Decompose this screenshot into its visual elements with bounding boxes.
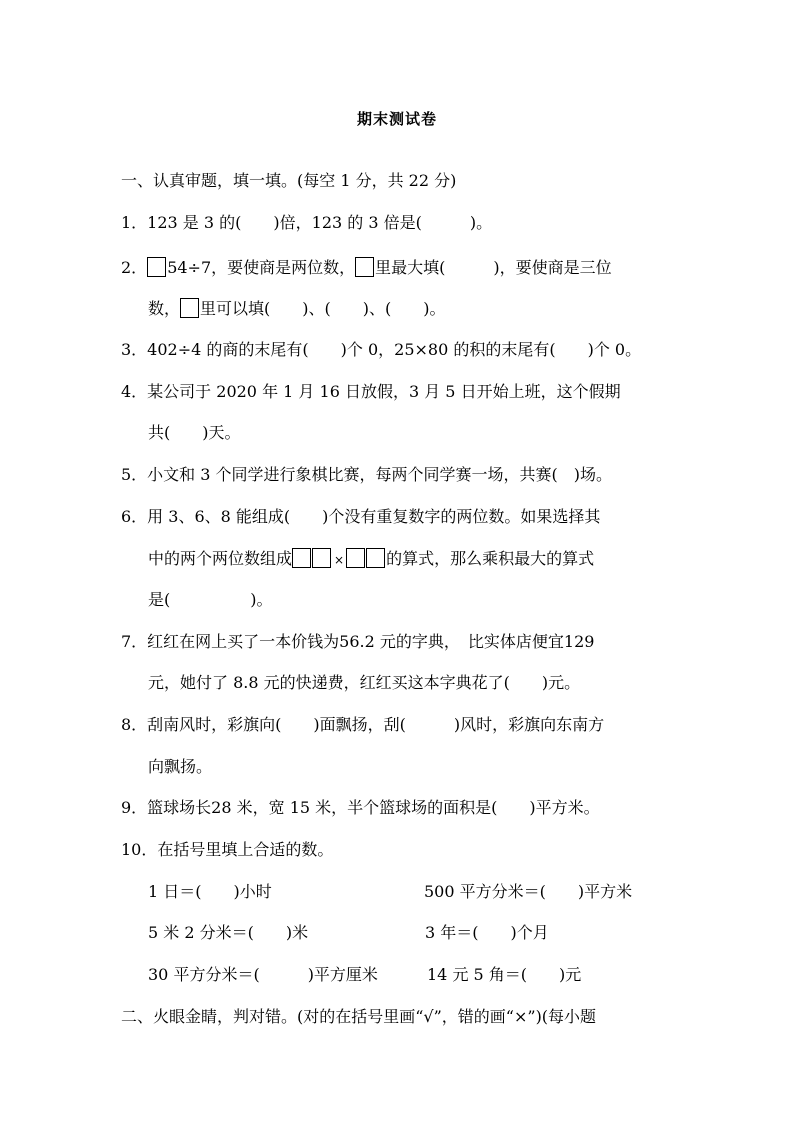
question-6-line-2 (148, 548, 594, 570)
question-6-line-1: 6．用 3、6、8 能组成( )个没有重复数字的两位数。如果选择其 (121, 507, 601, 526)
section2-heading: 二、火眼金睛，判对错。(对的在括号里画“√”，错的画“×”)(每小题 (121, 1007, 597, 1026)
question-2-text-c-post: 里可以填( )、( )、( )。 (200, 299, 446, 318)
question-10-item-1b: 500 平方分米＝( )平方米 (424, 882, 633, 901)
question-6-text-pre: 中的两个两位数组成 (148, 549, 293, 568)
times-sign: × (334, 553, 345, 567)
question-6-line-3: 是( )。 (148, 590, 273, 609)
answer-box (147, 257, 166, 277)
question-10-item-1a: 1 日＝( )小时 (148, 882, 272, 901)
question-1: 1．123 是 3 的( )倍，123 的 3 倍是( )。 (121, 213, 493, 232)
question-10-stem: 10．在括号里填上合适的数。 (121, 840, 334, 859)
question-7-line-2: 元，她付了 8.8 元的快递费，红红买这本字典花了( )元。 (148, 673, 581, 692)
question-7-line-1: 7．红红在网上买了一本价钱为56.2 元的字典， 比实体店便宜129 (121, 632, 595, 651)
question-4-line-2: 共( )天。 (148, 423, 241, 442)
question-5: 5．小文和 3 个同学进行象棋比赛，每两个同学赛一场，共赛( )场。 (121, 465, 613, 484)
question-4-line-1: 4．某公司于 2020 年 1 月 16 日放假，3 月 5 日开始上班，这个假期 (121, 382, 621, 401)
digit-box (346, 548, 365, 568)
question-2-text-a: 54÷7，要使商是两位数， (167, 258, 356, 277)
answer-box (355, 257, 374, 277)
question-10-item-3b: 14 元 5 角＝( )元 (427, 965, 582, 984)
question-2-text-b: 里最大填( )，要使商是三位 (375, 258, 612, 277)
question-10-item-3a: 30 平方分米＝( )平方厘米 (148, 965, 378, 984)
question-3: 3．402÷4 的商的末尾有( )个 0，25×80 的积的末尾有( )个 0。 (121, 340, 642, 359)
question-2-text-c-pre: 数， (148, 299, 181, 318)
digit-box (366, 548, 385, 568)
digit-box (312, 548, 331, 568)
question-2-line-1 (121, 257, 612, 278)
page-title: 期末测试卷 (356, 110, 437, 128)
question-2-line-2 (148, 298, 445, 319)
section1-heading: 一、认真审题，填一填。(每空 1 分，共 22 分) (121, 171, 457, 190)
question-10-item-2b: 3 年＝( )个月 (425, 923, 549, 942)
question-9: 9．篮球场长28 米，宽 15 米，半个篮球场的面积是( )平方米。 (121, 798, 600, 817)
question-6-text-post: 的算式，那么乘积最大的算式 (386, 549, 595, 568)
digit-box (292, 548, 311, 568)
question-8-line-1: 8．刮南风时，彩旗向( )面飘扬，刮( )风时，彩旗向东南方 (121, 715, 605, 734)
question-2-number: 2． (121, 258, 148, 277)
question-10-item-2a: 5 米 2 分米＝( )米 (148, 923, 309, 942)
answer-box (180, 298, 199, 318)
question-8-line-2: 向飘扬。 (148, 757, 213, 776)
